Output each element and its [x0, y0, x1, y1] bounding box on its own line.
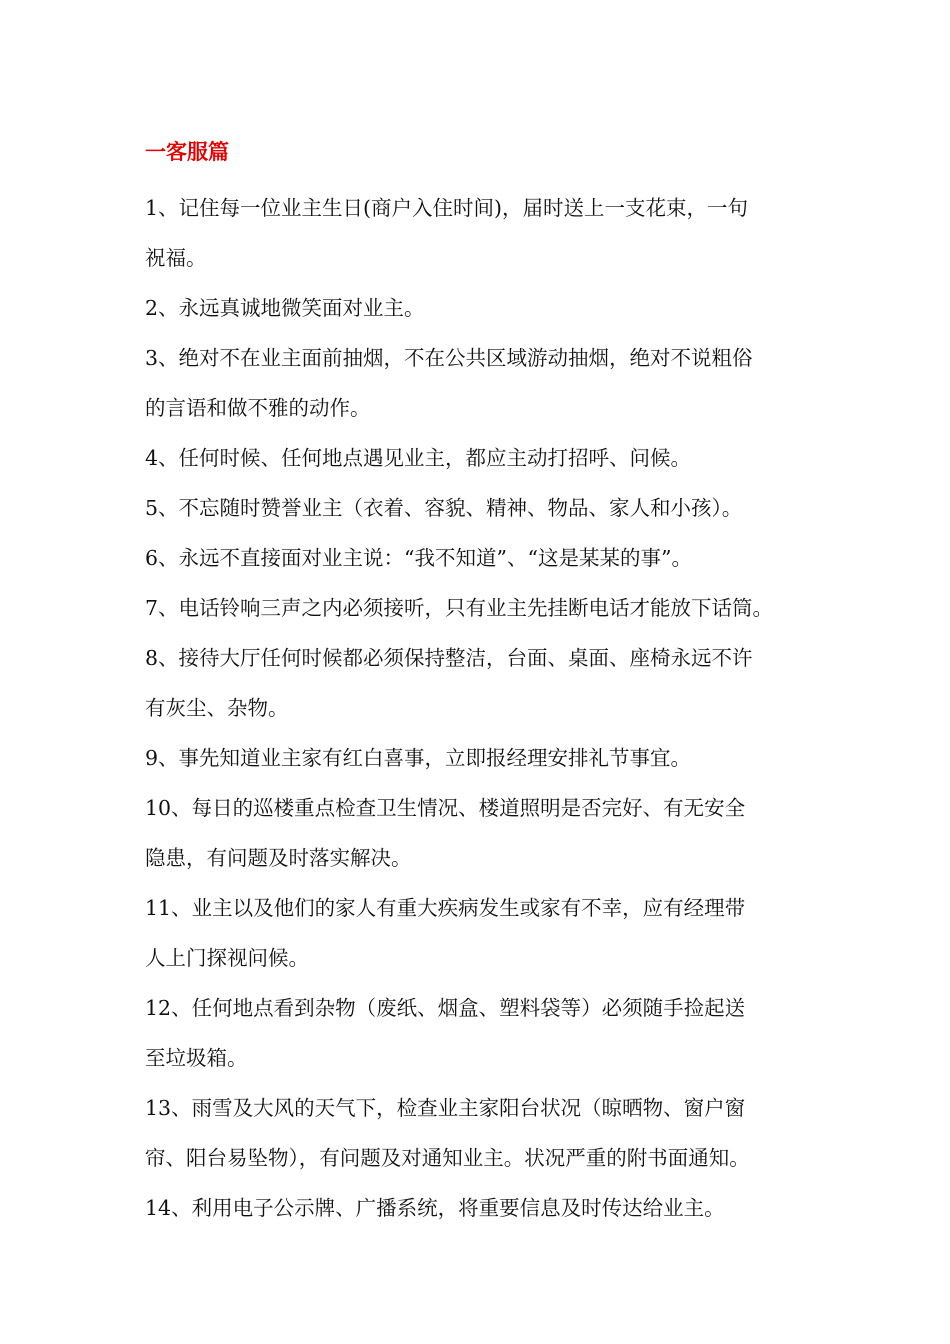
item-line: 5、不忘随时赞誉业主（衣着、容貌、精神、物品、家人和小孩）。: [145, 496, 743, 520]
item-line: 3、绝对不在业主面前抽烟，不在公共区域游动抽烟，绝对不说粗俗: [145, 346, 753, 370]
list-item: [145, 1083, 825, 1183]
document-body: [145, 133, 825, 1233]
item-line: 7、电话铃响三声之内必须接听，只有业主先挂断电话才能放下话筒。: [145, 596, 774, 620]
list-item: [145, 583, 825, 633]
item-line: 隐患，有问题及时落实解决。: [145, 846, 412, 870]
item-line: 10、每日的巡楼重点检查卫生情况、楼道照明是否完好、有无安全: [145, 796, 746, 820]
list-item: [145, 733, 825, 783]
item-line: 12、任何地点看到杂物（废纸、烟盒、塑料袋等）必须随手捡起送: [145, 996, 746, 1020]
item-line: 2、永远真诚地微笑面对业主。: [145, 296, 425, 320]
list-item: [145, 183, 825, 283]
item-line: 人上门探视问候。: [145, 946, 309, 970]
item-line: 的言语和做不雅的动作。: [145, 396, 371, 420]
list-item: [145, 983, 825, 1083]
item-line: 11、业主以及他们的家人有重大疾病发生或家有不幸，应有经理带: [145, 896, 746, 920]
item-line: 9、事先知道业主家有红白喜事，立即报经理安排礼节事宜。: [145, 746, 692, 770]
item-line: 1、记住每一位业主生日(商户入住时间)，届时送上一支花束，一句: [145, 196, 749, 220]
item-line: 13、雨雪及大风的天气下，检查业主家阳台状况（晾晒物、窗户窗: [145, 1096, 746, 1120]
item-line: 有灰尘、杂物。: [145, 696, 289, 720]
item-line: 4、任何时候、任何地点遇见业主，都应主动打招呼、问候。: [145, 446, 692, 470]
item-line: 8、接待大厅任何时候都必须保持整洁，台面、桌面、座椅永远不许: [145, 646, 753, 670]
list-item: [145, 283, 825, 333]
section-title: 一客服篇: [145, 140, 229, 164]
item-line: 祝福。: [145, 246, 207, 270]
item-line: 帘、阳台易坠物），有问题及对通知业主。状况严重的附书面通知。: [145, 1146, 750, 1170]
list-item: [145, 783, 825, 883]
list-item: [145, 883, 825, 983]
item-line: 14、利用电子公示牌、广播系统，将重要信息及时传达给业主。: [145, 1196, 725, 1220]
list-item: [145, 483, 825, 533]
list-item: [145, 633, 825, 733]
list-item: [145, 1183, 825, 1233]
item-line: 至垃圾箱。: [145, 1046, 248, 1070]
list-item: [145, 333, 825, 433]
list-item: [145, 533, 825, 583]
list-item: [145, 433, 825, 483]
item-line: 6、永远不直接面对业主说：“我不知道”、“这是某某的事”。: [145, 546, 692, 570]
